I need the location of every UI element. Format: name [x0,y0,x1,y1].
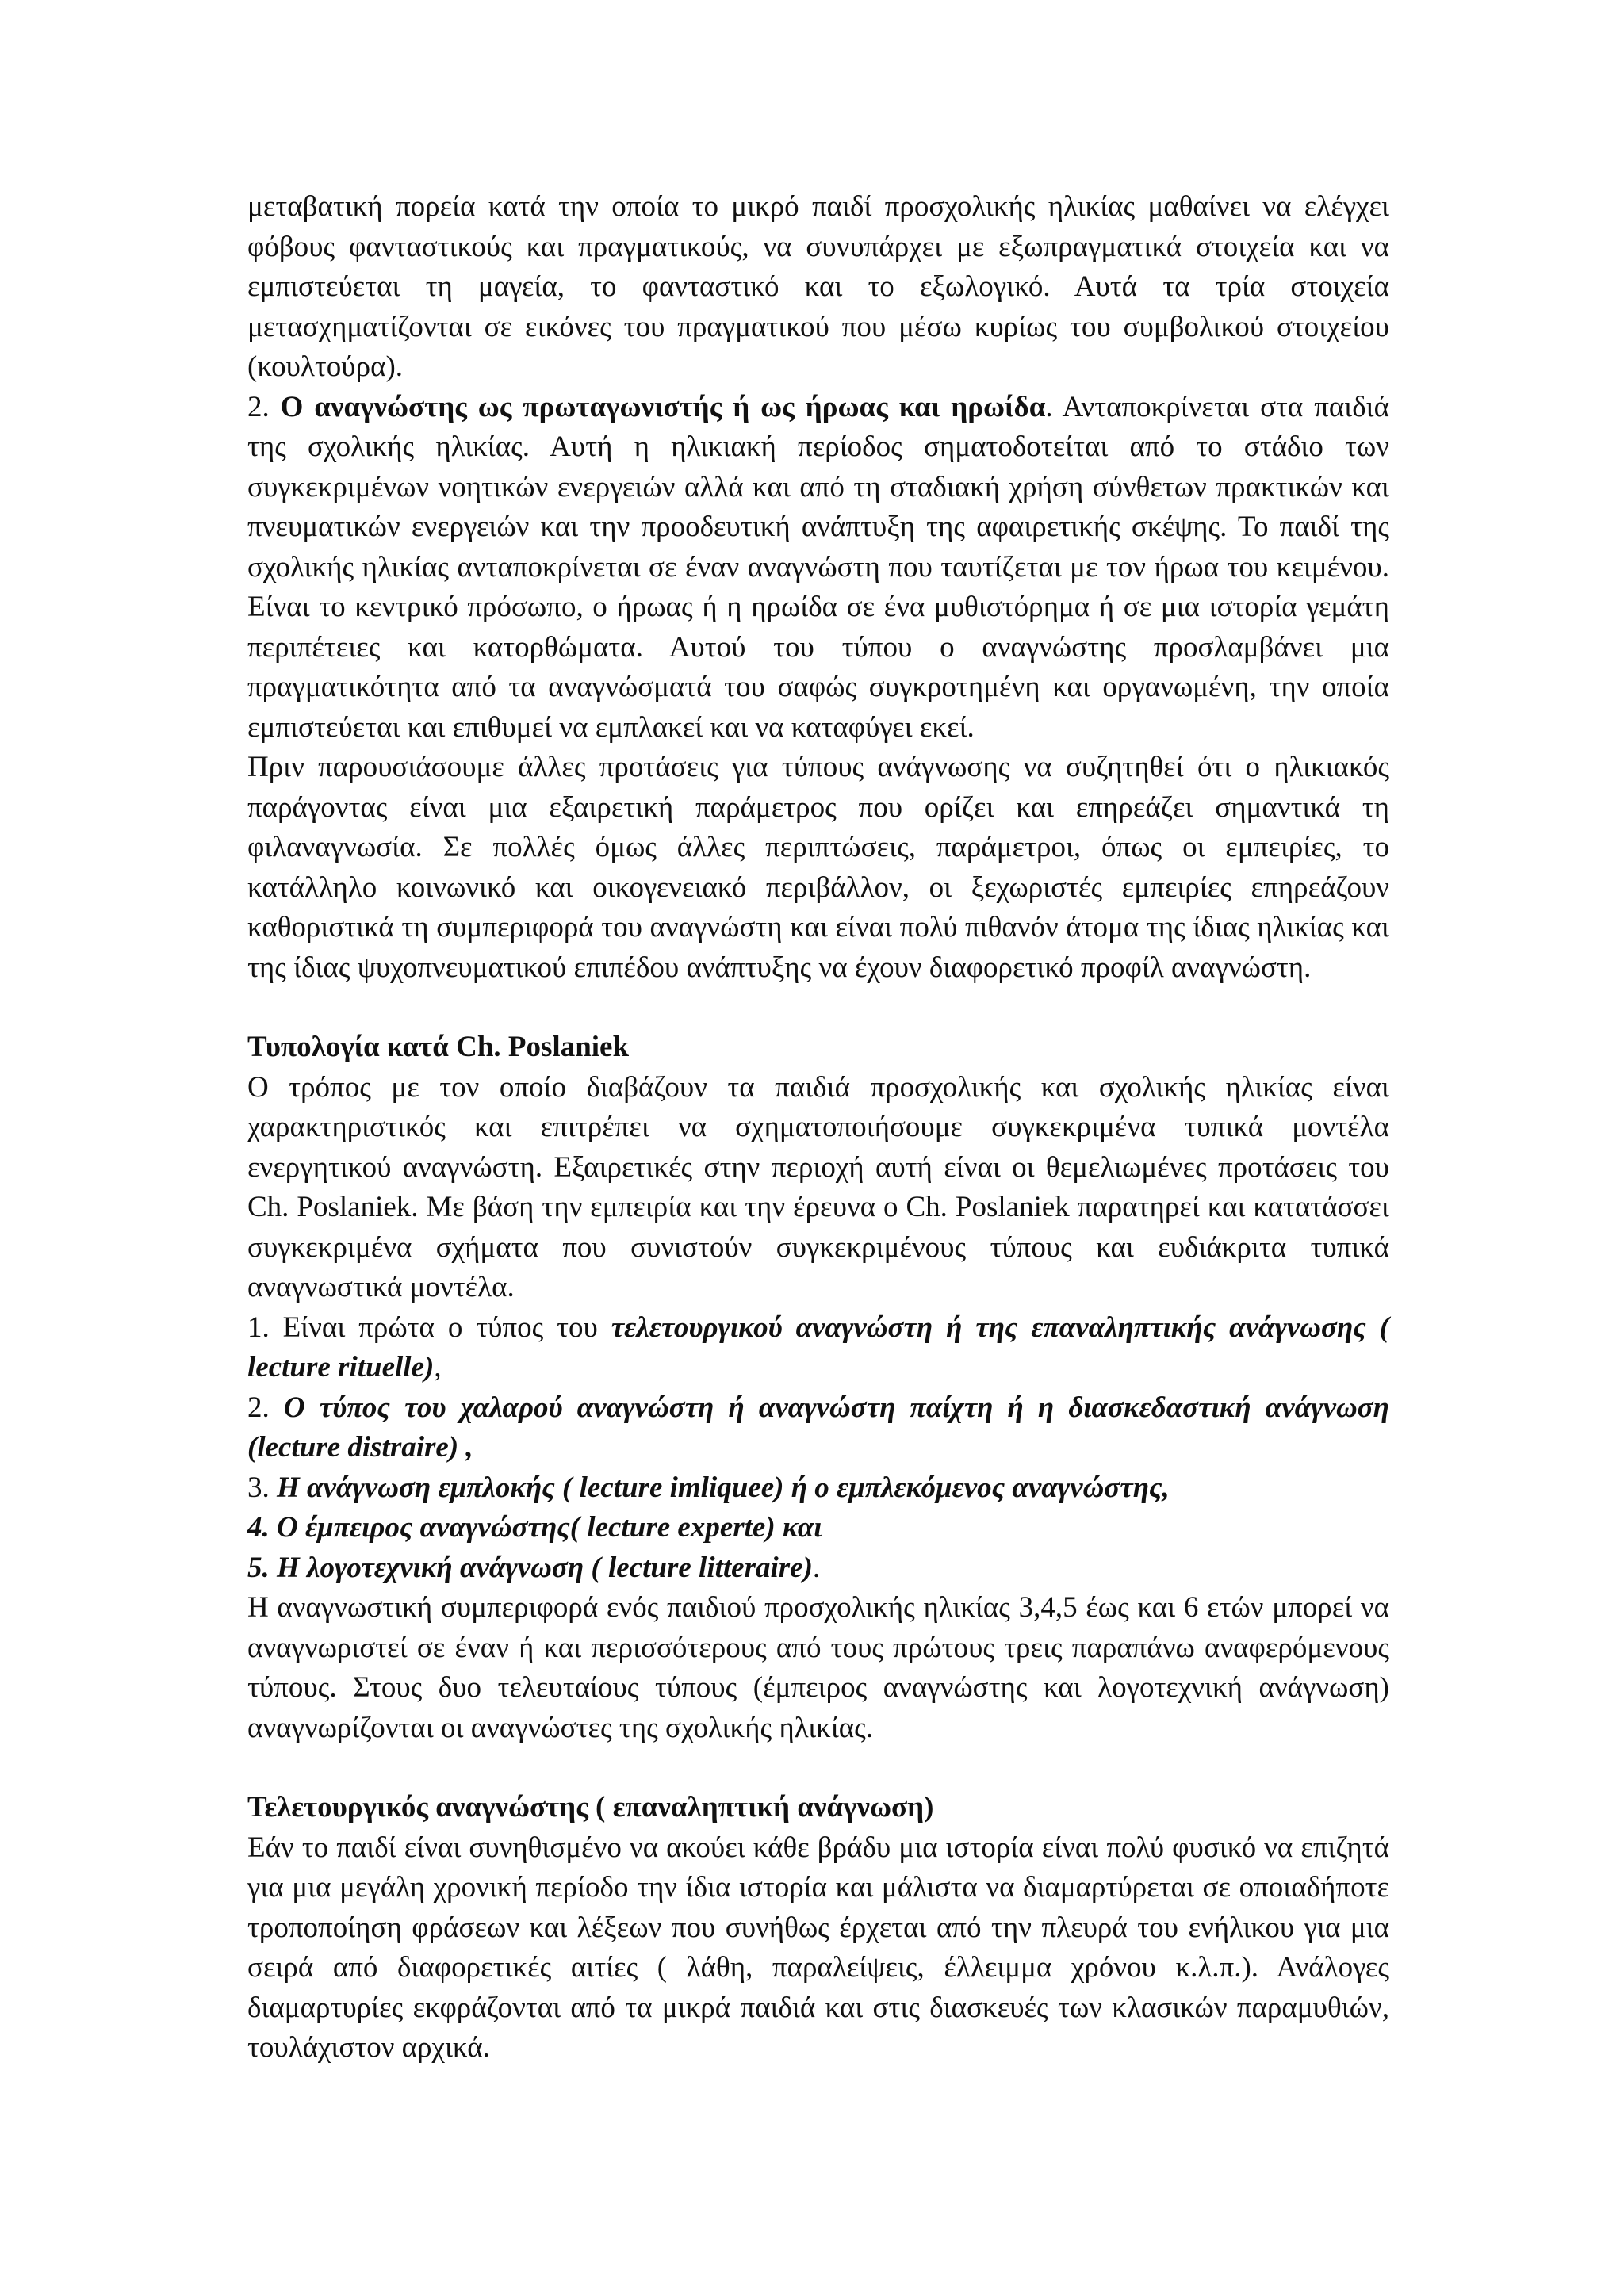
list-item-2 [247,1388,1389,1468]
list-item-2-title: Ο τύπος του χαλαρού αναγνώστη ή αναγνώστη παίχτη ή η διασκεδαστική ανάγνωση (lecture distraire) , [247,1391,1389,1464]
list-item-3-title: Η ανάγνωση εμπλοκής ( lecture imliquee) ή ο εμπλεκόμενος αναγνώστης, [277,1471,1170,1504]
paragraph-transitional-path: μεταβατική πορεία κατά την οποία το μικρό παιδί προσχολικής ηλικίας μαθαίνει να ελέγχει φόβους φανταστικούς και πραγματικούς, να συνυπάρχει με εξωπραγματικά στοιχεία και να εμπιστεύεται τη μαγεία, το φανταστικό και το εξωλογικό. Αυτά τα τρία στοιχεία μετασχηματίζονται σε εικόνες του πραγματικού που μέσω κυρίως του συμβολικού στοιχείου (κουλτούρα). [247,190,1389,383]
paragraph-spacer [247,988,1389,1027]
paragraph-reader-as-hero [247,388,1389,748]
list-item-5-suffix: . [812,1551,821,1584]
list-item-1-title: τελετουργικού αναγνώστη ή της επαναληπτικής ανάγνωσης ( lecture rituelle) [247,1311,1389,1383]
reader-as-hero-title: Ο αναγνώστης ως πρωταγωνιστής ή ως ήρωας και ηρωίδα [280,390,1046,423]
list-item-5-title: 5. Η λογοτεχνική ανάγνωση ( lecture litteraire) [247,1551,813,1584]
list-item-1-suffix: , [434,1351,442,1383]
list-number-2: 2. [247,390,281,423]
list-item-4-title: 4. Ο έμπειρος αναγνώστης( lecture experte) και [247,1511,822,1544]
section-heading-ritual-reader: Τελετουργικός αναγνώστης ( επαναληπτική ανάγνωση) [247,1791,934,1823]
list-item-3 [247,1468,1389,1509]
document-page [247,187,1389,2068]
list-item-3-prefix: 3. [247,1471,277,1504]
list-item-1-prefix: 1. Είναι πρώτα ο τύπος του [247,1311,611,1344]
paragraph-reading-models: Ο τρόπος με τον οποίο διαβάζουν τα παιδιά προσχολικής και σχολικής ηλικίας είναι χαρακτηριστικός και επιτρέπει να σχηματοποιήσουμε συγκεκριμένα τυπικά μοντέλα ενεργητικού αναγνώστη. Εξαιρετικές στην περιοχή αυτή είναι οι θεμελιωμένες προτάσεις του Ch. Poslaniek. Με βάση την εμπειρία και την έρευνα ο Ch. Poslaniek παρατηρεί και κατατάσσει συγκεκριμένα σχήματα που συνιστούν συγκεκριμένους τύπους και ευδιάκριτα τυπικά αναγνωστικά μοντέλα. [247,1070,1389,1303]
paragraph-reading-behavior: Η αναγνωστική συμπεριφορά ενός παιδιού προσχολικής ηλικίας 3,4,5 έως και 6 ετών μπορεί να αναγνωριστεί σε έναν ή και περισσότερους από τους πρώτους τρεις παραπάνω αναφερόμενους τύπους. Στους δυο τελευταίους τύπους (έμπειρος αναγνώστης και λογοτεχνική ανάγνωση) αναγνωρίζονται οι αναγνώστες της σχολικής ηλικίας. [247,1591,1389,1744]
list-item-4 [247,1508,1389,1548]
paragraph-ritual-reader: Εάν το παιδί είναι συνηθισμένο να ακούει κάθε βράδυ μια ιστορία είναι πολύ φυσικό να επιζητά για μια μεγάλη χρονική περίοδο την ίδια ιστορία και μάλιστα να διαμαρτύρεται σε οποιαδήποτε τροποποίηση φράσεων και λέξεων που συνήθως έρχεται από την πλευρά του ενήλικου για μια σειρά από διαφορετικές αιτίες ( λάθη, παραλείψεις, έλλειμμα χρόνου κ.λ.π.). Ανάλογες διαμαρτυρίες εκφράζονται από τα μικρά παιδιά και στις διασκευές των κλασικών παραμυθιών, τουλάχιστον αρχικά. [247,1831,1389,2064]
list-item-2-prefix: 2. [247,1391,284,1424]
reader-as-hero-text: . Ανταποκρίνεται στα παιδιά της σχολικής ηλικίας. Αυτή η ηλικιακή περίοδος σηματοδοτείται από το στάδιο των συγκεκριμένων νοητικών ενεργειών αλλά και από τη σταδιακή χρήση σύνθετων πρακτικών και πνευματικών ενεργειών και την προοδευτική ανάπτυξη της αφαιρετικής σκέψης. Το παιδί της σχολικής ηλικίας ανταποκρίνεται σε έναν αναγνώστη που ταυτίζεται με τον ήρωα του κειμένου. Είναι το κεντρικό πρόσωπο, ο ήρωας ή η ηρωίδα σε ένα μυθιστόρημα ή σε μια ιστορία γεμάτη περιπέτειες και κατορθώματα. Αυτού του τύπου ο αναγνώστης προσλαμβάνει μια πραγματικότητα από τα αναγνώσματά του σαφώς συγκροτημένη και οργανωμένη, την οποία εμπιστεύεται και επιθυμεί να εμπλακεί και να καταφύγει εκεί. [247,390,1389,744]
section-heading-poslaniek: Τυπολογία κατά Ch. Poslaniek [247,1031,630,1063]
paragraph-age-factor: Πριν παρουσιάσουμε άλλες προτάσεις για τύπους ανάγνωσης να συζητηθεί ότι ο ηλικιακός παράγοντας είναι μια εξαιρετική παράμετρος που ορίζει και επηρεάζει σημαντικά τη φιλαναγνωσία. Σε πολλές όμως άλλες περιπτώσεις, παράμετροι, όπως οι εμπειρίες, το κατάλληλο κοινωνικό και οικογενειακό περιβάλλον, οι ξεχωριστές εμπειρίες επηρεάζουν καθοριστικά τη συμπεριφορά του αναγνώστη και είναι πολύ πιθανόν άτομα της ίδιας ηλικίας και της ίδιας ψυχοπνευματικού επιπέδου ανάπτυξης να έχουν διαφορετικό προφίλ αναγνώστη. [247,751,1389,984]
paragraph-spacer [247,1748,1389,1788]
list-item-5 [247,1548,1389,1589]
list-item-1 [247,1308,1389,1388]
